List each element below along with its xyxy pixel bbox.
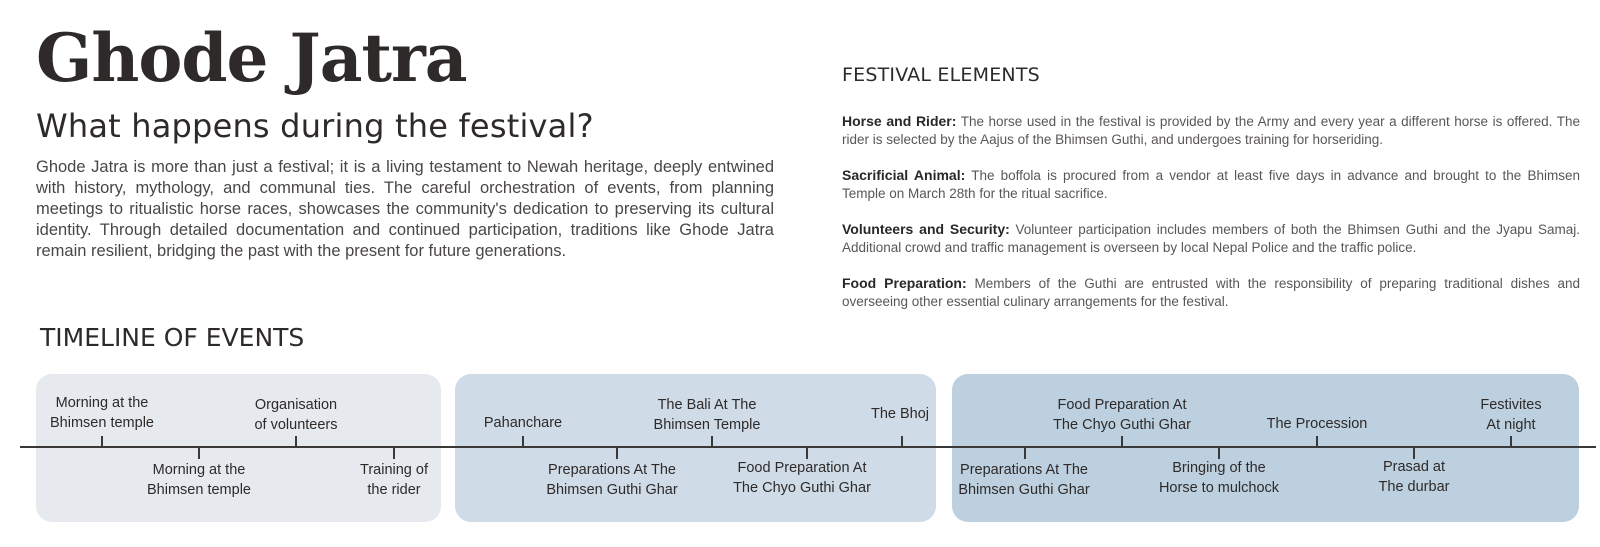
element-label: Horse and Rider:: [842, 113, 957, 129]
timeline-tick: [1024, 447, 1026, 459]
festival-elements-heading: FESTIVAL ELEMENTS: [842, 64, 1040, 86]
timeline-event: The Procession: [1266, 416, 1368, 432]
element-text: Volunteer participation includes members of both the Bhimsen Guthi and the Jyapu Samaj. Additional crowd and traffic management is overseen by local Nepal Police and the traffic police.: [842, 222, 1580, 255]
page-title: Ghode Jatra: [36, 19, 467, 97]
page-subtitle: What happens during the festival?: [36, 107, 594, 145]
element-text: The horse used in the festival is provided by the Army and every year a different horse is offered. The rider is selected by the Aajus of the Bhimsen Guthi, and undergoes training for horseriding.: [842, 114, 1580, 147]
timeline-tick: [295, 436, 297, 448]
element-text: Members of the Guthi are entrusted with the responsibility of preparing traditional dishes and overseeing other essential culinary arrangements for the festival.: [842, 276, 1580, 309]
timeline-tick: [1316, 436, 1318, 448]
timeline-event: Organisation of volunteers: [254, 397, 338, 433]
timeline-event: Morning at the Bhimsen temple: [147, 462, 251, 498]
timeline-event: Bringing of the Horse to mulchock: [1158, 460, 1280, 496]
element-horse-and-rider: [842, 112, 1580, 149]
timeline-tick: [393, 447, 395, 459]
element-sacrificial-animal: [842, 166, 1580, 203]
timeline-tick: [1121, 436, 1123, 448]
timeline-event: Training of the rider: [360, 462, 428, 498]
timeline-tick: [616, 447, 618, 459]
timeline-event: Preparations At The Bhimsen Guthi Ghar: [546, 462, 678, 498]
timeline-event: Food Preparation At The Chyo Guthi Ghar: [733, 460, 871, 496]
timeline-event: The Bali At The Bhimsen Temple: [653, 397, 761, 433]
element-label: Food Preparation:: [842, 275, 967, 291]
element-label: Sacrificial Animal:: [842, 167, 966, 183]
intro-paragraph: Ghode Jatra is more than just a festival; it is a living testament to Newah heritage, deeply entwined with history, mythology, and communal ties. The careful orchestration of events, from planning meetings to ritualistic horse races, showcases the community's dedication to preserving its cultural identity. Through detailed documentation and continued participation, traditions like Ghode Jatra remain resilient, bridging the past with the present for future generations.: [36, 158, 774, 260]
element-volunteers-and-security: [842, 220, 1580, 257]
timeline-event: Festivites At night: [1480, 397, 1542, 433]
timeline-event: Preparations At The Bhimsen Guthi Ghar: [958, 462, 1090, 498]
timeline-tick: [522, 436, 524, 448]
timeline-tick: [1218, 447, 1220, 459]
timeline-event: Prasad at The durbar: [1378, 459, 1450, 495]
timeline-axis: [20, 446, 1596, 448]
element-food-preparation: [842, 274, 1580, 311]
timeline-heading: TIMELINE OF EVENTS: [40, 323, 305, 352]
timeline-event: Food Preparation At The Chyo Guthi Ghar: [1053, 397, 1191, 433]
timeline-tick: [711, 436, 713, 448]
timeline-tick: [1510, 436, 1512, 448]
timeline-tick: [101, 436, 103, 448]
element-text: The boffola is procured from a vendor at least five days in advance and brought to the Bhimsen Temple on March 28th for the ritual sacrifice.: [842, 168, 1581, 201]
timeline-tick: [198, 447, 200, 459]
timeline-tick: [901, 436, 903, 448]
timeline-event: Pahanchare: [483, 415, 563, 431]
element-label: Volunteers and Security:: [842, 221, 1010, 237]
timeline-event: Morning at the Bhimsen temple: [50, 395, 154, 431]
timeline-tick: [806, 447, 808, 459]
festival-elements-list: [842, 112, 1580, 328]
timeline-event: The Bhoj: [870, 406, 930, 422]
